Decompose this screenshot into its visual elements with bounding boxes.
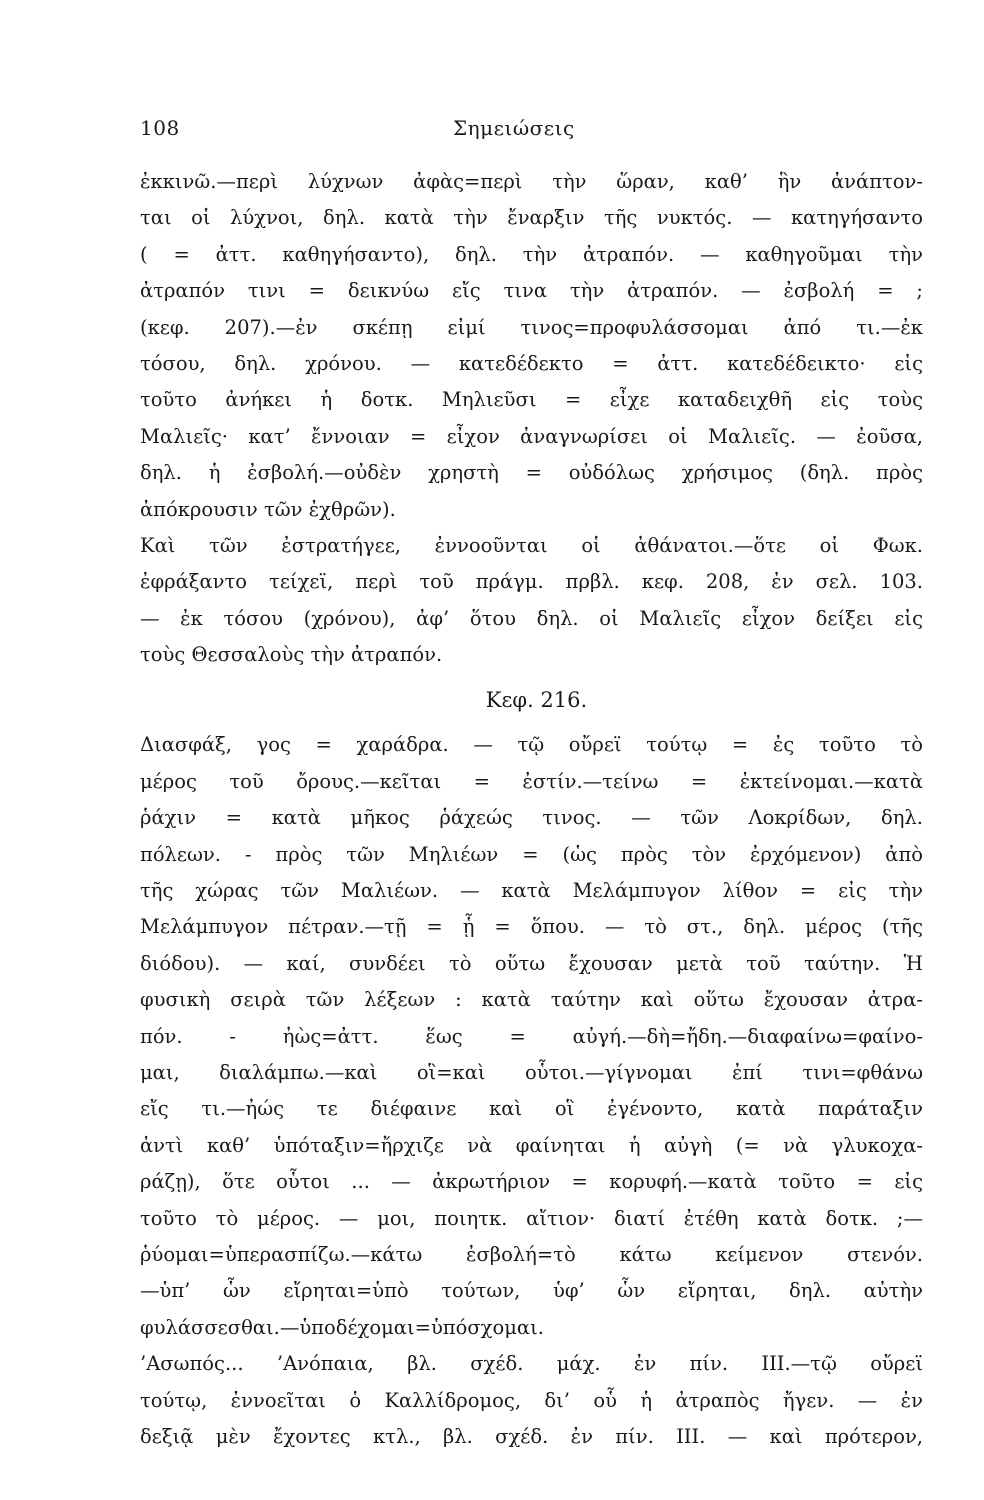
text-line: φυσικὴ σειρὰ τῶν λέξεων : κατὰ ταύτην καὶ οὕτω ἔχουσαν ἀτρα- [140, 988, 923, 1012]
text-line: δηλ. ἡ ἐσβολή.—οὐδὲν χρηστὴ = οὐδόλως χρήσιμος (δηλ. πρὸς [140, 461, 923, 485]
page-body [140, 164, 923, 1455]
page-number: 108 [140, 116, 180, 140]
text-line: ῥύομαι=ὑπερασπίζω.—κάτω ἐσβολή=τὸ κάτω κείμενον στενόν. [140, 1242, 923, 1266]
text-line: τοῦτο ἀνήκει ἡ δοτκ. Μηλιεῦσι = εἶχε καταδειχθῆ εἰς τοὺς [140, 388, 923, 412]
text-line: (κεφ. 207).—ἐν σκέπῃ εἰμί τινος=προφυλάσσομαι ἀπό τι.—ἐκ [140, 315, 923, 339]
text-line: μέρος τοῦ ὄρους.—κεῖται = ἐστίν.—τείνω = ἐκτείνομαι.—κατὰ [140, 769, 923, 793]
text-line: —ὑπ’ ὧν εἴρηται=ὑπὸ τούτων, ὑφ’ ὧν εἴρηται, δηλ. αὐτὴν [140, 1279, 923, 1303]
paragraph-4 [140, 1346, 923, 1455]
text-line: πόν. - ἠὼς=ἀττ. ἕως = αὐγή.—δὴ=ἤδη.—διαφαίνω=φαίνο- [140, 1024, 923, 1048]
page-header [140, 116, 840, 146]
text-line: Διασφάξ, γος = χαράδρα. — τῷ οὔρεϊ τούτῳ = ἐς τοῦτο τὸ [140, 733, 923, 757]
text-line: ράζῃ), ὅτε οὗτοι ... — ἀκρωτήριον = κορυφή.—κατὰ τοῦτο = εἰς [140, 1170, 923, 1194]
text-line: ται οἱ λύχνοι, δηλ. κατὰ τὴν ἔναρξιν τῆς νυκτός. — κατηγήσαντο [140, 206, 923, 230]
paragraph-3 [140, 727, 923, 1346]
text-line: ἐφράξαντο τείχεϊ, περὶ τοῦ πράγμ. πρβλ. κεφ. 208, ἐν σελ. 103. [140, 570, 923, 594]
paragraph-1 [140, 164, 923, 528]
text-line: τούτῳ, ἐννοεῖται ὁ Καλλίδρομος, δι’ οὗ ἡ ἀτραπὸς ἤγεν. — ἐν [140, 1388, 923, 1412]
text-line: Μελάμπυγον πέτραν.—τῇ = ᾗ = ὅπου. — τὸ στ., δηλ. μέρος (τῆς [140, 915, 923, 939]
section-heading: Κεφ. 216. [485, 688, 588, 713]
text-line: ( = ἀττ. καθηγήσαντο), δηλ. τὴν ἀτραπόν. — καθηγοῦμαι τὴν [140, 242, 923, 266]
text-line: ἀτραπόν τινι = δεικνύω εἴς τινα τὴν ἀτραπόν. — ἐσβολή = ; [140, 279, 923, 303]
text-line: Μαλιεῖς· κατ’ ἔννοιαν = εἶχον ἀναγνωρίσει οἱ Μαλιεῖς. — ἐοῦσα, [140, 424, 923, 448]
text-line: ἀπόκρουσιν τῶν ἐχθρῶν). [140, 497, 396, 521]
text-line: ῥάχιν = κατὰ μῆκος ῥάχεώς τινος. — τῶν Λοκρίδων, δηλ. [140, 806, 923, 830]
text-line: Καὶ τῶν ἐστρατήγεε, ἐννοοῦνται οἱ ἀθάνατοι.—ὅτε οἱ Φωκ. [140, 533, 923, 557]
text-line: μαι, διαλάμπω.—καὶ οἳ=καὶ οὗτοι.—γίγνομαι ἐπί τινι=φθάνω [140, 1060, 923, 1084]
text-line: — ἐκ τόσου (χρόνου), ἀφ’ ὅτου δηλ. οἱ Μαλιεῖς εἶχον δείξει εἰς [140, 606, 923, 630]
text-line: εἴς τι.—ἠώς τε διέφαινε καὶ οἳ ἐγένοντο, κατὰ παράταξιν [140, 1097, 923, 1121]
text-line: πόλεων. - πρὸς τῶν Μηλιέων = (ὡς πρὸς τὸν ἐρχόμενον) ἀπὸ [140, 842, 923, 866]
text-line: τοῦτο τὸ μέρος. — μοι, ποιητκ. αἴτιον· διατί ἐτέθη κατὰ δοτκ. ;— [140, 1206, 923, 1230]
text-line: τῆς χώρας τῶν Μαλιέων. — κατὰ Μελάμπυγον λίθον = εἰς τὴν [140, 879, 923, 903]
text-line: δεξιᾷ μὲν ἔχοντες κτλ., βλ. σχέδ. ἐν πίν. ΙΙΙ. — καὶ πρότερον, [140, 1424, 923, 1448]
text-line: ἀντὶ καθ’ ὑπόταξιν=ἤρχιζε νὰ φαίνηται ἡ αὐγὴ (= νὰ γλυκοχα- [140, 1133, 923, 1157]
paragraph-2 [140, 528, 923, 674]
text-line: διόδου). — καί, συνδέει τὸ οὕτω ἔχουσαν μετὰ τοῦ ταύτην. Ἡ [140, 951, 923, 975]
running-title: Σημειώσεις [453, 116, 575, 140]
text-line: τοὺς Θεσσαλοὺς τὴν ἀτραπόν. [140, 643, 443, 667]
text-line: ’Ασωπός... ’Ανόπαια, βλ. σχέδ. μάχ. ἐν πίν. ΙΙΙ.—τῷ οὔρεϊ [140, 1352, 923, 1376]
text-line: ἐκκινῶ.—περὶ λύχνων ἀφὰς=περὶ τὴν ὥραν, καθ’ ἣν ἀνάπτον- [140, 170, 923, 193]
text-line: φυλάσσεσθαι.—ὑποδέχομαι=ὑπόσχομαι. [140, 1315, 544, 1339]
text-line: τόσου, δηλ. χρόνου. — κατεδέδεκτο = ἀττ. κατεδέδεικτο· εἰς [140, 351, 923, 375]
